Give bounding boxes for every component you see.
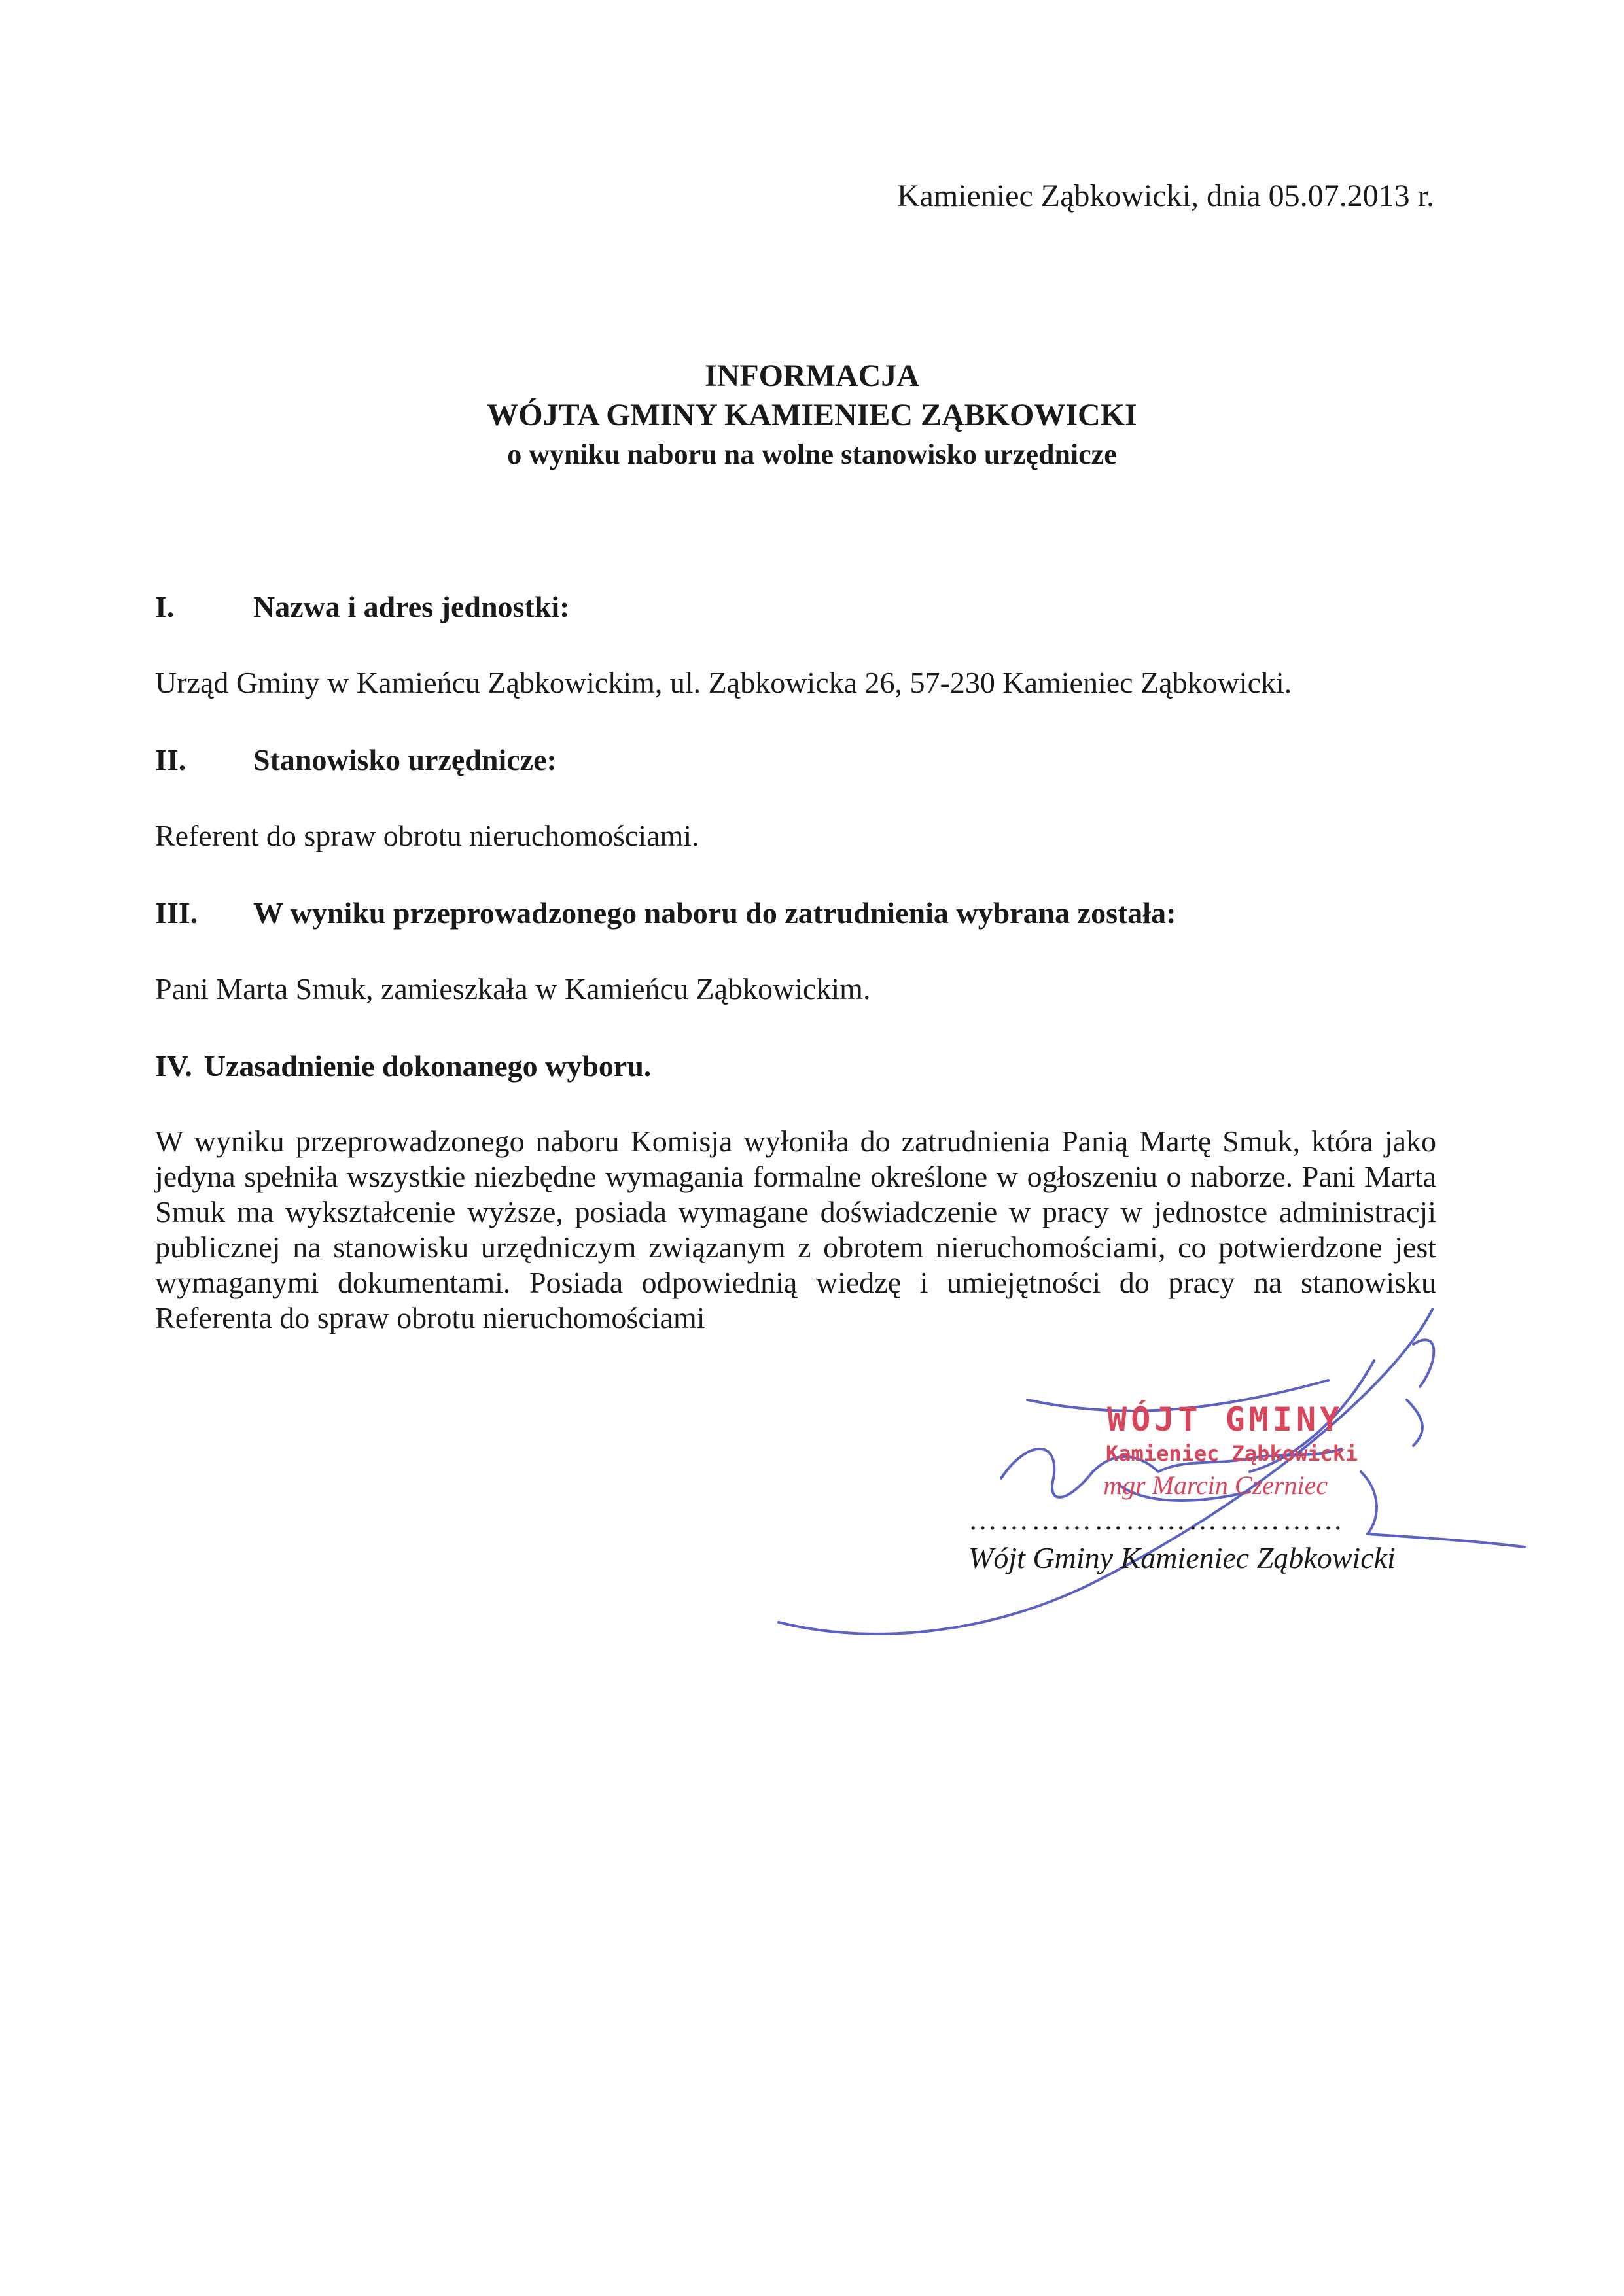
title-line-3: o wyniku naboru na wolne stanowisko urzędnicze (507, 438, 1117, 470)
stamp-line-2: Kamieniec Ząbkowicki (1106, 1441, 1358, 1466)
section-2-number: II. (155, 743, 186, 776)
title-block (0, 357, 1624, 474)
section-1-number: I. (155, 590, 175, 623)
section-1-body: Urząd Gminy w Kamieńcu Ząbkowickim, ul. Ząbkowicka 26, 57-230 Kamieniec Ząbkowicki. (155, 666, 1292, 699)
signer-title: Wójt Gminy Kamieniec Ząbkowicki (968, 1541, 1396, 1574)
title-line-1: INFORMACJA (705, 358, 919, 393)
document-body (155, 589, 1436, 1336)
section-2-heading (155, 742, 1436, 778)
signature-dotted-line: ……………………………… (968, 1504, 1345, 1536)
date-line: Kamieniec Ząbkowicki, dnia 05.07.2013 r. (896, 179, 1434, 213)
section-4-number: IV. (155, 1049, 192, 1083)
section-1-title: Nazwa i adres jednostki: (253, 590, 570, 623)
section-4-body: W wyniku przeprowadzonego naboru Komisja wyłoniła do zatrudnienia Panią Martę Smuk, która jako jedyna spełniła wszystkie niezbędne wymagania formalne określone w ogłoszeniu o naborze. Pani Marta Smuk ma wykształcenie wyższe, posiada wymagane doświadczenie w pracy w jednostce administracji publicznej na stanowisku urzędniczym związanym z obrotem nieruchomościami, co potwierdzone jest wymaganymi dokumentami. Posiada odpowiednią wiedzę i umiejętności do pracy na stanowisku Referenta do spraw obrotu nieruchomościami (155, 1124, 1436, 1334)
section-3-number: III. (155, 896, 198, 930)
section-1-heading (155, 589, 1436, 625)
section-2-title: Stanowisko urzędnicze: (253, 743, 557, 776)
signature-area (752, 1308, 1538, 1661)
section-3-body: Pani Marta Smuk, zamieszkała w Kamieńcu Ząbkowickim. (155, 972, 871, 1005)
section-2-body: Referent do spraw obrotu nieruchomościami. (155, 819, 699, 852)
official-stamp (1093, 1400, 1358, 1503)
stamp-line-1: WÓJT GMINY (1107, 1400, 1344, 1438)
section-3-heading (155, 895, 1436, 931)
section-4-heading (155, 1048, 1436, 1085)
stamp-line-3: mgr Marcin Czerniec (1103, 1470, 1328, 1500)
section-3-title: W wyniku przeprowadzonego naboru do zatrudnienia wybrana została: (253, 896, 1176, 930)
title-line-2: WÓJTA GMINY KAMIENIEC ZĄBKOWICKI (487, 398, 1137, 432)
section-4-title: Uzasadnienie dokonanego wyboru. (203, 1049, 652, 1083)
